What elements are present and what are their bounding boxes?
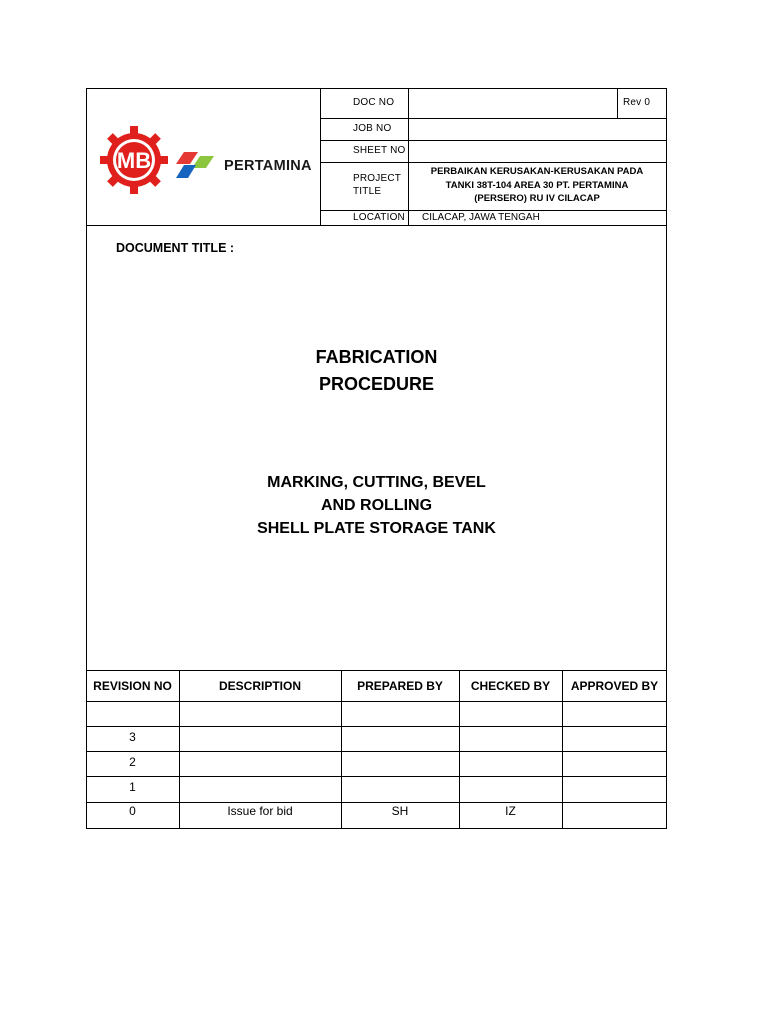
main-title — [86, 344, 667, 398]
cell-prepared-by — [341, 753, 459, 778]
sheet-no-label: SHEET NO — [353, 145, 406, 156]
main-title-line: PROCEDURE — [318, 374, 434, 394]
cell-description — [179, 778, 341, 803]
col-header-checked-by: CHECKED BY — [470, 679, 551, 693]
doc-no-label: DOC NO — [353, 97, 395, 108]
col-header-revision-no: REVISION NO — [93, 679, 172, 693]
sub-title-line: AND ROLLING — [320, 497, 433, 514]
cell-prepared-by: SH — [391, 804, 409, 818]
cell-revision-no — [86, 704, 179, 729]
cell-approved-by — [562, 704, 667, 729]
cell-approved-by — [562, 778, 667, 803]
project-title-line: (PERSERO) RU IV CILACAP — [474, 193, 600, 204]
cell-revision-no: 1 — [129, 780, 136, 794]
cell-checked-by — [459, 728, 562, 753]
project-title-line: TANKI 38T-104 AREA 30 PT. PERTAMINA — [445, 179, 629, 191]
col-header-description: DESCRIPTION — [218, 679, 301, 693]
cell-description — [179, 704, 341, 729]
cell-prepared-by — [341, 704, 459, 729]
col-header-approved-by: APPROVED BY — [570, 679, 659, 693]
sub-title-line: MARKING, CUTTING, BEVEL — [267, 474, 486, 491]
document-title-label: DOCUMENT TITLE : — [116, 241, 235, 255]
sub-title — [86, 471, 667, 540]
cell-description — [179, 753, 341, 778]
mb-logo-icon — [100, 126, 168, 194]
revision-label: Rev 0 — [623, 97, 651, 108]
cell-approved-by — [562, 753, 667, 778]
cell-revision-no: 3 — [129, 730, 136, 744]
cell-checked-by — [459, 753, 562, 778]
cell-checked-by: IZ — [505, 804, 516, 818]
location-label: LOCATION — [353, 212, 405, 223]
location-value: CILACAP, JAWA TENGAH — [422, 212, 540, 223]
project-title-line: PERBAIKAN KERUSAKAN-KERUSAKAN PADA — [430, 166, 644, 177]
cell-revision-no: 0 — [129, 804, 136, 818]
project-title-value — [410, 165, 664, 206]
mb-logo-text: MB — [116, 148, 152, 173]
cell-checked-by — [459, 704, 562, 729]
main-title-line: FABRICATION — [315, 347, 438, 367]
cell-description: Issue for bid — [227, 804, 293, 818]
project-title-label-2: TITLE — [353, 186, 382, 197]
cell-approved-by — [562, 728, 667, 753]
pertamina-logo-icon — [174, 148, 218, 182]
cell-revision-no: 2 — [129, 755, 136, 769]
cell-prepared-by — [341, 778, 459, 803]
pertamina-logo-text: PERTAMINA — [224, 158, 312, 174]
sub-title-line: SHELL PLATE STORAGE TANK — [257, 520, 496, 537]
cell-description — [179, 728, 341, 753]
cell-approved-by — [562, 802, 667, 827]
col-header-prepared-by: PREPARED BY — [357, 679, 443, 693]
cell-prepared-by — [341, 728, 459, 753]
cell-checked-by — [459, 778, 562, 803]
job-no-label: JOB NO — [353, 123, 392, 134]
project-title-label: PROJECT — [353, 173, 402, 184]
